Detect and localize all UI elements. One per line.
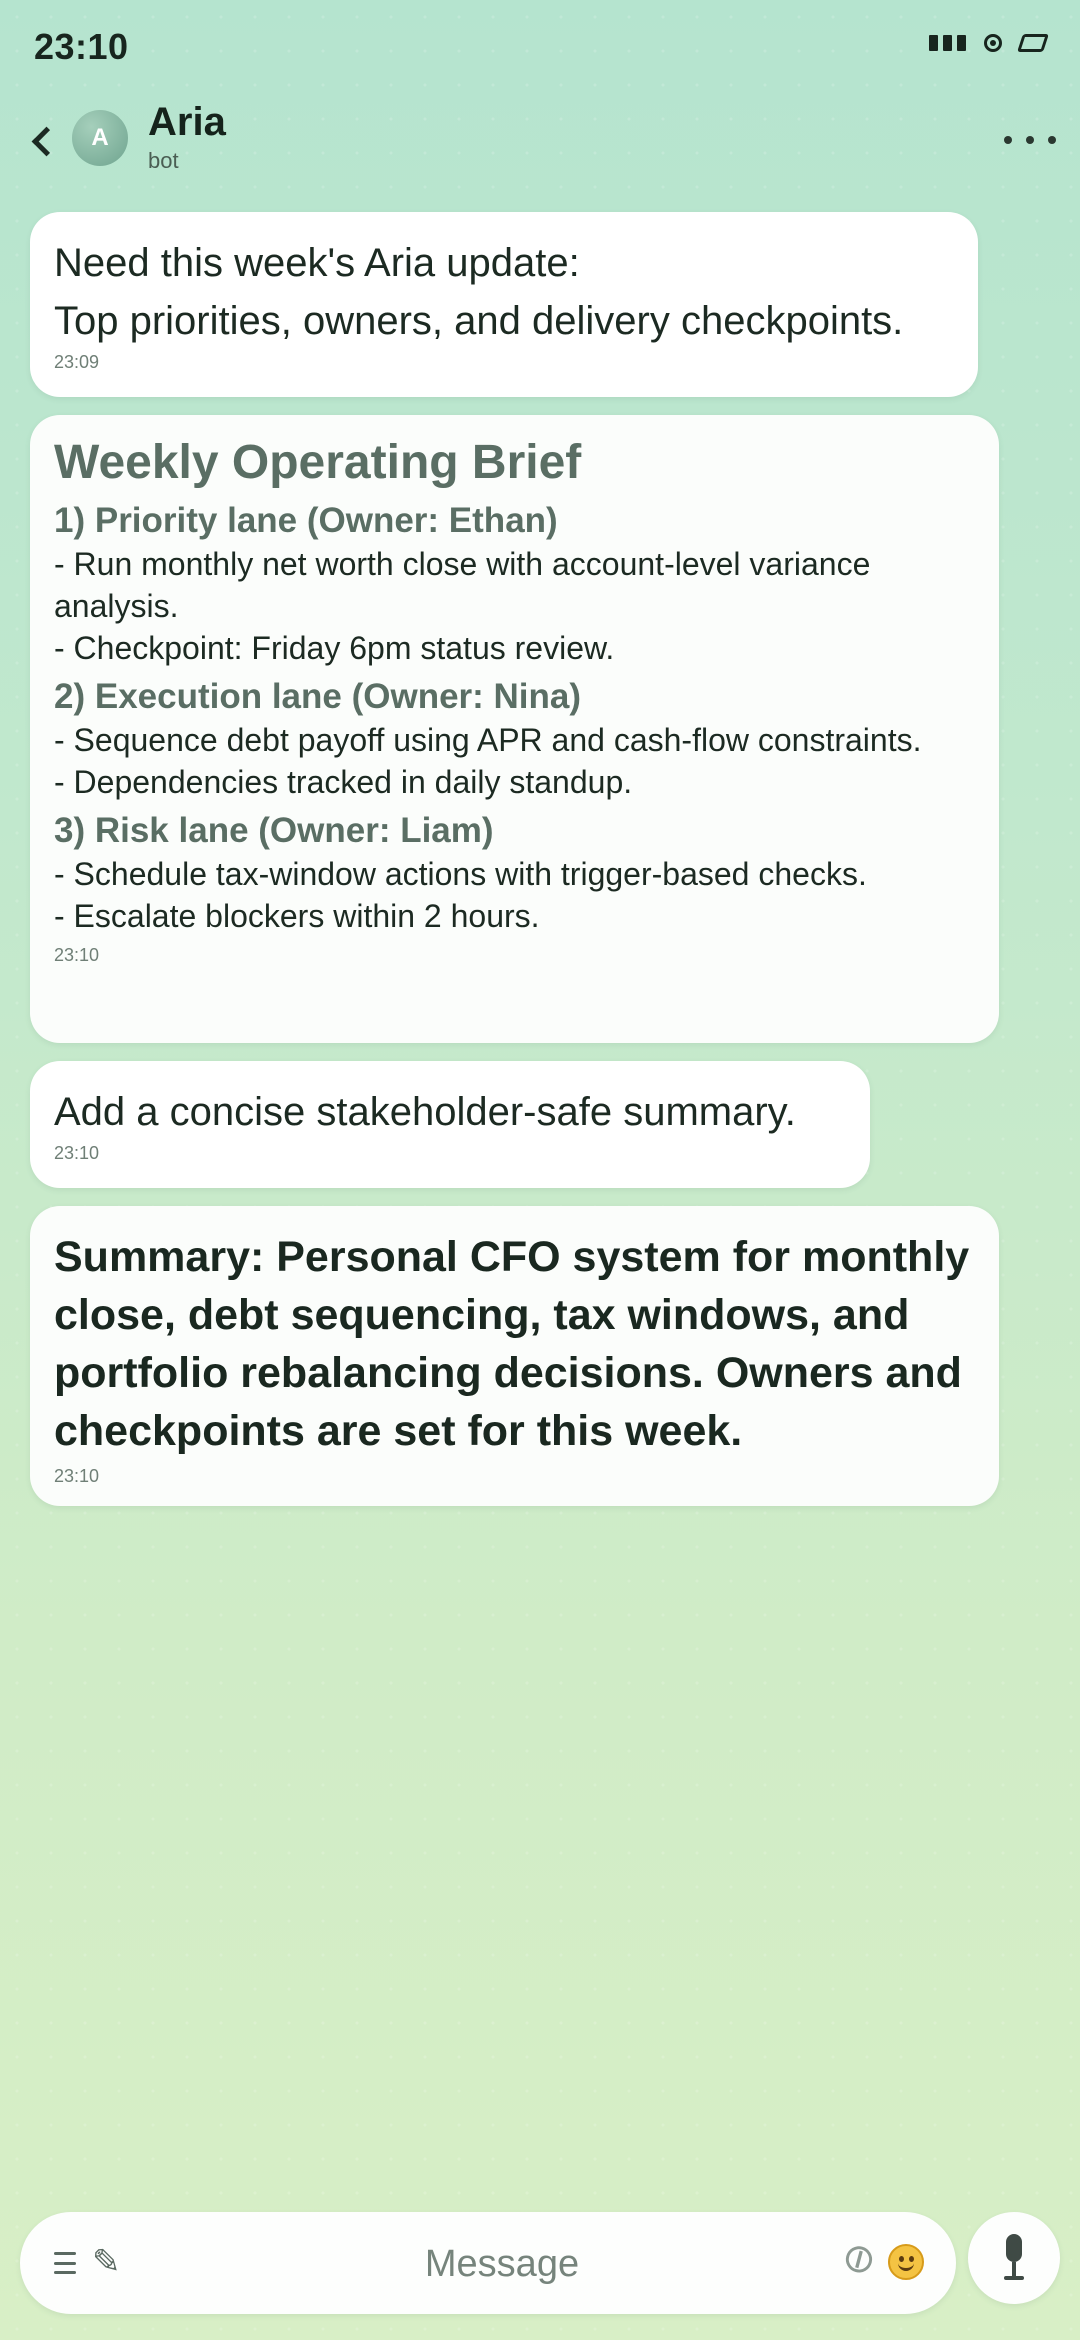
menu-icon[interactable]: [54, 2252, 76, 2274]
smiley-icon[interactable]: [888, 2244, 924, 2280]
message-bubble[interactable]: [30, 212, 978, 397]
microphone-icon: [1002, 2234, 1026, 2282]
message-bubble[interactable]: [30, 1061, 870, 1188]
pencil-icon[interactable]: ✎: [92, 2242, 121, 2282]
more-options-button[interactable]: [1004, 122, 1056, 158]
chat-title[interactable]: Aria: [148, 100, 226, 144]
back-button[interactable]: [22, 116, 62, 166]
chevron-left-icon: [31, 126, 61, 156]
wifi-icon: [984, 34, 1002, 52]
lane-line: - Dependencies tracked in daily standup.: [54, 764, 633, 800]
lane-heading: 1) Priority lane (Owner: Ethan): [54, 501, 558, 540]
chat-header: [0, 96, 1080, 188]
message-line: Need this week's Aria update:: [54, 241, 580, 285]
message-time: 23:10: [54, 1143, 100, 1163]
signal-icon: [929, 35, 966, 51]
lane-line: - Escalate blockers within 2 hours.: [54, 898, 540, 934]
message-bubble[interactable]: [30, 415, 999, 1043]
message-time: 23:10: [54, 945, 100, 965]
lane-heading: 3) Risk lane (Owner: Liam): [54, 811, 494, 850]
paperclip-icon[interactable]: ⊘: [832, 2230, 885, 2288]
status-icons: [929, 34, 1046, 52]
avatar[interactable]: A: [72, 110, 128, 166]
lane-line: - Schedule tax-window actions with trigger-based checks.: [54, 856, 867, 892]
message-line: Top priorities, owners, and delivery checkpoints.: [54, 299, 904, 343]
message-text: Add a concise stakeholder-safe summary.: [54, 1090, 796, 1134]
summary-text: Summary: Personal CFO system for monthly close, debt sequencing, tax windows, and portfolio rebalancing decisions. Owners and checkpoints are set for this week.: [54, 1233, 970, 1455]
chat-subtitle: bot: [148, 148, 179, 173]
message-time: 23:10: [54, 1466, 100, 1486]
brief-title: Weekly Operating Brief: [54, 436, 582, 489]
message-bubble[interactable]: [30, 1206, 999, 1506]
battery-icon: [1017, 34, 1049, 52]
lane-heading: 2) Execution lane (Owner: Nina): [54, 677, 582, 716]
message-input[interactable]: [220, 2234, 784, 2294]
lane-line: - Sequence debt payoff using APR and cash-flow constraints.: [54, 722, 922, 758]
lane-line: - Checkpoint: Friday 6pm status review.: [54, 630, 615, 666]
message-text: [54, 234, 954, 350]
lane-line: - Run monthly net worth close with account-level variance analysis.: [54, 546, 871, 624]
status-time: 23:10: [34, 26, 129, 67]
message-time: 23:09: [54, 352, 100, 372]
more-horizontal-icon: [1004, 136, 1012, 144]
status-bar: [0, 0, 1080, 96]
message-composer: [20, 2212, 956, 2314]
microphone-button[interactable]: [968, 2212, 1060, 2304]
